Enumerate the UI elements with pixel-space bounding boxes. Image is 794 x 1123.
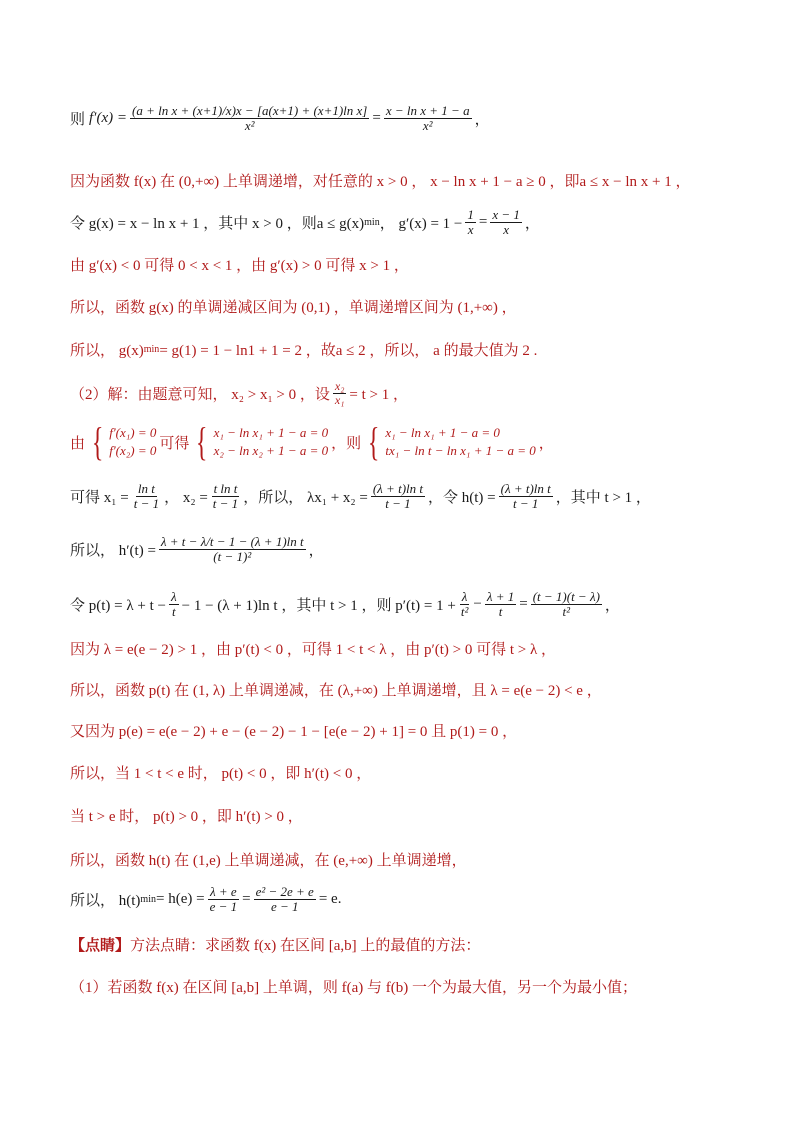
text-segment: 所以， g(x) xyxy=(70,343,144,359)
fraction-numerator: λ xyxy=(170,589,177,604)
line-h-derivative xyxy=(70,535,324,565)
fraction xyxy=(159,535,306,565)
text-segment: = h(e) = xyxy=(155,891,205,908)
text-segment: 可得 x₁ = xyxy=(70,490,129,507)
line-x-expressions xyxy=(70,482,651,512)
text-segment: ， xyxy=(604,598,620,615)
line-systems xyxy=(70,419,554,464)
fraction xyxy=(132,482,161,512)
text-segment: = xyxy=(242,891,251,908)
text-segment: 由 g′(x) < 0 可得 0 < x < 1 ，由 g′(x) > 0 可得 x > 1 ， xyxy=(70,258,409,274)
fraction-numerator: ln t xyxy=(137,481,155,496)
line-h-min xyxy=(70,885,341,915)
line-g-min xyxy=(70,339,537,360)
text-segment: − xyxy=(473,596,482,613)
fraction-numerator: (λ + t)ln t xyxy=(372,481,423,496)
text-segment: ， x₂ = xyxy=(164,490,208,507)
fraction-denominator: t² xyxy=(562,604,571,620)
line-case-less-e xyxy=(70,762,371,783)
text-segment: = xyxy=(519,596,528,613)
system-row: tx₁ − ln t − ln x₁ + 1 − a = 0 xyxy=(385,443,536,458)
fraction xyxy=(130,104,369,134)
fraction-numerator: x − 1 xyxy=(492,207,520,222)
line-derivative xyxy=(70,104,490,134)
system-row: x₂ − ln x₂ + 1 − a = 0 xyxy=(213,443,329,458)
fraction-denominator: x² xyxy=(244,118,255,134)
text-segment: （1）若函数 f(x) 在区间 [a,b] 上单调，则 f(a) 与 f(b) 一个为最大值，另一个为最小值； xyxy=(70,980,638,996)
text-segment: 令 p(t) = λ + t − xyxy=(70,598,166,615)
brace-symbol: { xyxy=(368,419,380,464)
text-segment: ，令 h(t) = xyxy=(428,490,496,507)
fraction xyxy=(254,885,316,915)
fraction-denominator: t xyxy=(498,604,503,620)
text-segment: 令 g(x) = x − ln x + 1 ，其中 x > 0 ，则a ≤ g(x) xyxy=(70,216,365,233)
text-segment: = xyxy=(372,110,381,127)
fraction xyxy=(459,590,471,620)
text-segment: 所以，当 1 < t < e 时， p(t) < 0 ，即 h′(t) < 0 ， xyxy=(70,766,372,782)
fraction xyxy=(499,482,553,512)
text-segment: = e. xyxy=(318,891,342,908)
fraction-numerator: x₂ xyxy=(334,379,345,393)
text-segment: = g(1) = 1 − ln1 + 1 = 2 ，故a ≤ 2 ，所以， a 的最大值为 2 . xyxy=(159,343,538,359)
text-segment: 由 xyxy=(70,435,86,452)
system-row: x₁ − ln x₁ + 1 − a = 0 xyxy=(385,425,500,441)
text-segment: ，所以， λx₁ + x₂ = xyxy=(243,490,368,507)
text-segment: ，则 xyxy=(331,435,362,452)
fraction-denominator: x² xyxy=(422,118,433,134)
text-segment: ， g′(x) = 1 − xyxy=(379,216,463,233)
text-segment: 则 xyxy=(70,112,86,129)
fraction-denominator: x xyxy=(503,222,510,238)
fraction xyxy=(333,380,347,407)
text-segment: 可得 xyxy=(159,435,190,452)
equation-system xyxy=(364,419,536,464)
line-case-greater-e xyxy=(70,805,303,826)
fraction-denominator: t − 1 xyxy=(385,496,411,512)
text-segment: 因为 λ = e(e − 2) > 1 ，由 p′(t) < 0 ，可得 1 < t < λ ，由 p′(t) > 0 可得 t > λ ， xyxy=(70,642,557,658)
fraction-numerator: (λ + t)ln t xyxy=(500,481,551,496)
line-h-intervals xyxy=(70,849,467,870)
fraction-denominator: x₁ xyxy=(334,393,345,408)
line-p-intervals xyxy=(70,679,602,700)
fraction-numerator: λ + e xyxy=(209,884,237,899)
text-segment: = t > 1 ， xyxy=(349,387,408,404)
line-part2-setup xyxy=(70,380,408,407)
system-row: f′(x₁) = 0 xyxy=(109,425,157,441)
fraction xyxy=(208,885,240,915)
formula-segment: f′(x) = xyxy=(89,110,127,127)
text-segment: （2）解：由题意可知， x₂ > x₁ > 0 ，设 xyxy=(70,387,330,404)
subscript: min xyxy=(143,344,160,355)
text-segment: ， xyxy=(538,435,554,452)
line-g-derivative-sign xyxy=(70,254,409,275)
text-segment: ， xyxy=(524,216,540,233)
equation-system xyxy=(192,419,329,464)
line-define-g xyxy=(70,208,540,238)
line-lambda-value xyxy=(70,638,556,659)
fraction-numerator: x − ln x + 1 − a xyxy=(385,103,470,118)
subscript: min xyxy=(364,217,380,229)
line-method-1 xyxy=(70,976,637,997)
text-segment: − 1 − (λ + 1)ln t ，其中 t > 1 ，则 p′(t) = 1 + xyxy=(181,598,456,615)
fraction xyxy=(169,590,179,620)
text-segment: 所以，函数 h(t) 在 (1,e) 上单调递减，在 (e,+∞) 上单调递增， xyxy=(70,853,467,869)
fraction xyxy=(371,482,425,512)
line-g-intervals xyxy=(70,296,517,317)
fraction-denominator: t² xyxy=(460,604,469,620)
brace-symbol: { xyxy=(91,419,104,464)
text-segment: 所以， h′(t) = xyxy=(70,543,156,560)
text-segment: ，其中 t > 1 ， xyxy=(555,490,651,507)
system-row: f′(x₂) = 0 xyxy=(109,443,157,458)
remark-tag: 【点睛】 xyxy=(70,938,131,954)
fraction-numerator: λ + 1 xyxy=(486,589,515,604)
text-segment: 所以，函数 p(t) 在 (1, λ) 上单调递减，在 (λ,+∞) 上单调递增，且 λ = e(e − 2) < e ， xyxy=(70,683,602,699)
line-remark xyxy=(70,934,480,955)
brace-symbol: { xyxy=(196,419,208,464)
text-segment: = xyxy=(478,214,488,231)
fraction-numerator: 1 xyxy=(467,207,474,222)
text-segment: 当 t > e 时， p(t) > 0 ，即 h′(t) > 0 ， xyxy=(70,809,303,825)
fraction xyxy=(490,208,522,238)
fraction-numerator: t ln t xyxy=(213,481,238,496)
fraction-denominator: t − 1 xyxy=(133,496,160,512)
text-segment: 因为函数 f(x) 在 (0,+∞) 上单调递增，对任意的 x > 0 ， x − ln x + 1 − a ≥ 0 ，即a ≤ x − ln x + 1 ， xyxy=(70,174,691,190)
text-segment: ， xyxy=(474,112,490,129)
fraction xyxy=(485,590,516,620)
fraction xyxy=(211,482,240,512)
fraction-denominator: e − 1 xyxy=(209,899,238,915)
system-row: x₁ − ln x₁ + 1 − a = 0 xyxy=(213,425,329,441)
equation-system xyxy=(88,419,157,464)
text-segment: ， xyxy=(308,543,324,560)
fraction-denominator: t xyxy=(171,604,176,620)
fraction-denominator: x xyxy=(467,222,474,238)
subscript: min xyxy=(140,894,156,906)
fraction xyxy=(465,208,476,238)
fraction-numerator: (a + ln x + (x+1)/x)x − [a(x+1) + (x+1)ln x] xyxy=(131,103,368,118)
line-monotonic-condition xyxy=(70,170,691,191)
fraction-denominator: e − 1 xyxy=(270,899,299,915)
text-segment: 所以，函数 g(x) 的单调递减区间为 (0,1) ，单调递增区间为 (1,+∞) ， xyxy=(70,300,517,316)
fraction-numerator: e² − 2e + e xyxy=(255,884,314,899)
line-p-values xyxy=(70,720,517,741)
fraction-numerator: λ + t − λ/t − 1 − (λ + 1)ln t xyxy=(160,534,304,549)
text-segment: 方法点睛：求函数 f(x) 在区间 [a,b] 上的最值的方法： xyxy=(130,938,481,954)
fraction-denominator: t − 1 xyxy=(212,496,239,512)
fraction-numerator: (t − 1)(t − λ) xyxy=(532,589,600,604)
text-segment: 又因为 p(e) = e(e − 2) + e − (e − 2) − 1 − [e(e − 2) + 1] = 0 且 p(1) = 0 ， xyxy=(70,724,518,740)
fraction-denominator: t − 1 xyxy=(513,496,539,512)
fraction xyxy=(384,104,472,134)
fraction-denominator: (t − 1)² xyxy=(213,549,252,565)
line-define-p xyxy=(70,590,620,620)
fraction-numerator: λ xyxy=(461,589,468,604)
text-segment: 所以， h(t) xyxy=(70,893,141,910)
fraction xyxy=(531,590,602,620)
